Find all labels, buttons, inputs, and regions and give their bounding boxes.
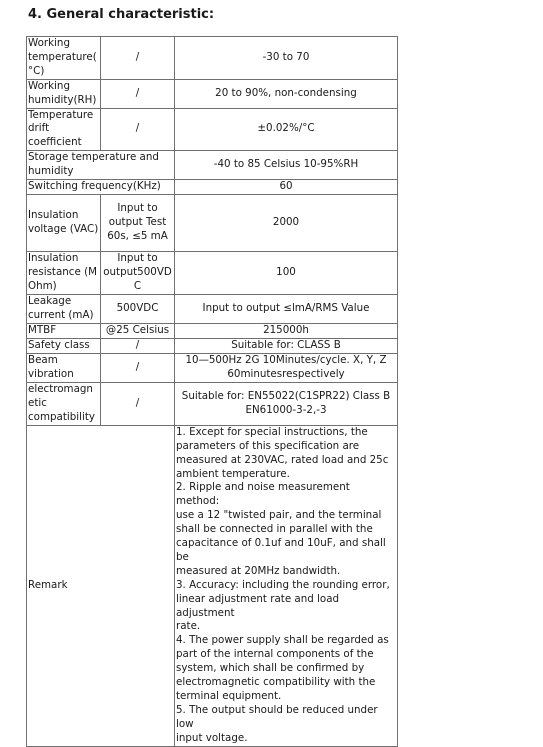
general-characteristic-table xyxy=(26,36,398,747)
param-cell: Insulation voltage (VAC) xyxy=(27,195,101,252)
remark-label: Remark xyxy=(27,425,175,746)
remark-line: input voltage. xyxy=(176,731,248,744)
table-row xyxy=(27,338,398,353)
remark-line: 4. The power supply shall be regarded as xyxy=(176,634,389,647)
remark-line: 3. Accuracy: including the rounding error, xyxy=(176,578,390,591)
table-row xyxy=(27,294,398,323)
remark-line: parameters of this specification are xyxy=(176,439,360,452)
param-cell: Beam vibration xyxy=(27,353,101,382)
param-cell: Insulation resistance (M Ohm) xyxy=(27,252,101,295)
value-cell: 215000h xyxy=(175,323,398,338)
value-cell: 2000 xyxy=(175,195,398,252)
remark-line: 2. Ripple and noise measurement method: xyxy=(176,481,350,508)
remark-line: ambient temperature. xyxy=(176,467,290,480)
remark-row xyxy=(27,425,398,746)
condition-cell: / xyxy=(101,108,175,151)
param-cell: Working temperature(°C) xyxy=(27,37,101,80)
param-cell: Working humidity(RH) xyxy=(27,79,101,108)
remark-line: system, which shall be confirmed by xyxy=(176,662,365,675)
value-cell: ±0.02%/°C xyxy=(175,108,398,151)
remark-text xyxy=(175,425,398,746)
remark-line: measured at 230VAC, rated load and 25c xyxy=(176,453,389,466)
value-cell: 20 to 90%, non-condensing xyxy=(175,79,398,108)
value-cell: 10—500Hz 2G 10Minutes/cycle. X, Y, Z 60minutesrespectively xyxy=(175,353,398,382)
section-title: 4. General characteristic: xyxy=(28,7,215,22)
param-cell: electromagnetic compatibility xyxy=(27,382,101,425)
table-row xyxy=(27,323,398,338)
table-row xyxy=(27,353,398,382)
remark-line: capacitance of 0.1uf and 10uF, and shall be xyxy=(176,537,386,563)
remark-line: shall be connected in parallel with the xyxy=(176,523,373,536)
remark-line: 1. Except for special instructions, the xyxy=(176,425,368,438)
remark-line: terminal equipment. xyxy=(176,690,282,702)
condition-cell: Input to output500VDC xyxy=(101,252,175,295)
value-cell: 100 xyxy=(175,252,398,295)
condition-cell: 500VDC xyxy=(101,294,175,323)
condition-cell: / xyxy=(101,338,175,353)
value-cell: Suitable for: CLASS B xyxy=(175,338,398,353)
condition-cell: / xyxy=(101,353,175,382)
param-cell: MTBF xyxy=(27,323,101,338)
param-cell: Temperature drift coefficient xyxy=(27,108,101,151)
value-cell: -30 to 70 xyxy=(175,37,398,80)
remark-line: use a 12 "twisted pair, and the terminal xyxy=(176,509,382,522)
condition-cell: / xyxy=(101,382,175,425)
condition-cell: @25 Celsius xyxy=(101,323,175,338)
param-cell: Safety class xyxy=(27,338,101,353)
condition-cell: / xyxy=(101,37,175,80)
remark-line: measured at 20MHz bandwidth. xyxy=(176,564,341,577)
value-cell: Input to output ≤lmA/RMS Value xyxy=(175,294,398,323)
value-cell: Suitable for: EN55022(C1SPR22) Class B EN61000-3-2,-3 xyxy=(175,382,398,425)
remark-line: electromagnetic compatibility with the xyxy=(176,676,376,689)
param-cell: Storage temperature and humidity xyxy=(27,151,175,180)
table-row xyxy=(27,252,398,295)
value-cell: -40 to 85 Celsius 10-95%RH xyxy=(175,151,398,180)
table-row xyxy=(27,195,398,252)
table-row xyxy=(27,79,398,108)
table-row xyxy=(27,108,398,151)
value-cell: 60 xyxy=(175,180,398,195)
param-cell: Switching frequency(KHz) xyxy=(27,180,175,195)
condition-cell: Input to output Test 60s, ≤5 mA xyxy=(101,195,175,252)
param-cell: Leakage current (mA) xyxy=(27,294,101,323)
table-row xyxy=(27,37,398,80)
table-row xyxy=(27,151,398,180)
table-row xyxy=(27,180,398,195)
table-row xyxy=(27,382,398,425)
remark-line: rate. xyxy=(176,620,201,633)
remark-line: linear adjustment rate and load adjustment xyxy=(176,592,340,619)
remark-line: 5. The output should be reduced under low xyxy=(176,703,378,730)
remark-line: part of the internal components of the xyxy=(176,648,374,661)
condition-cell: / xyxy=(101,79,175,108)
